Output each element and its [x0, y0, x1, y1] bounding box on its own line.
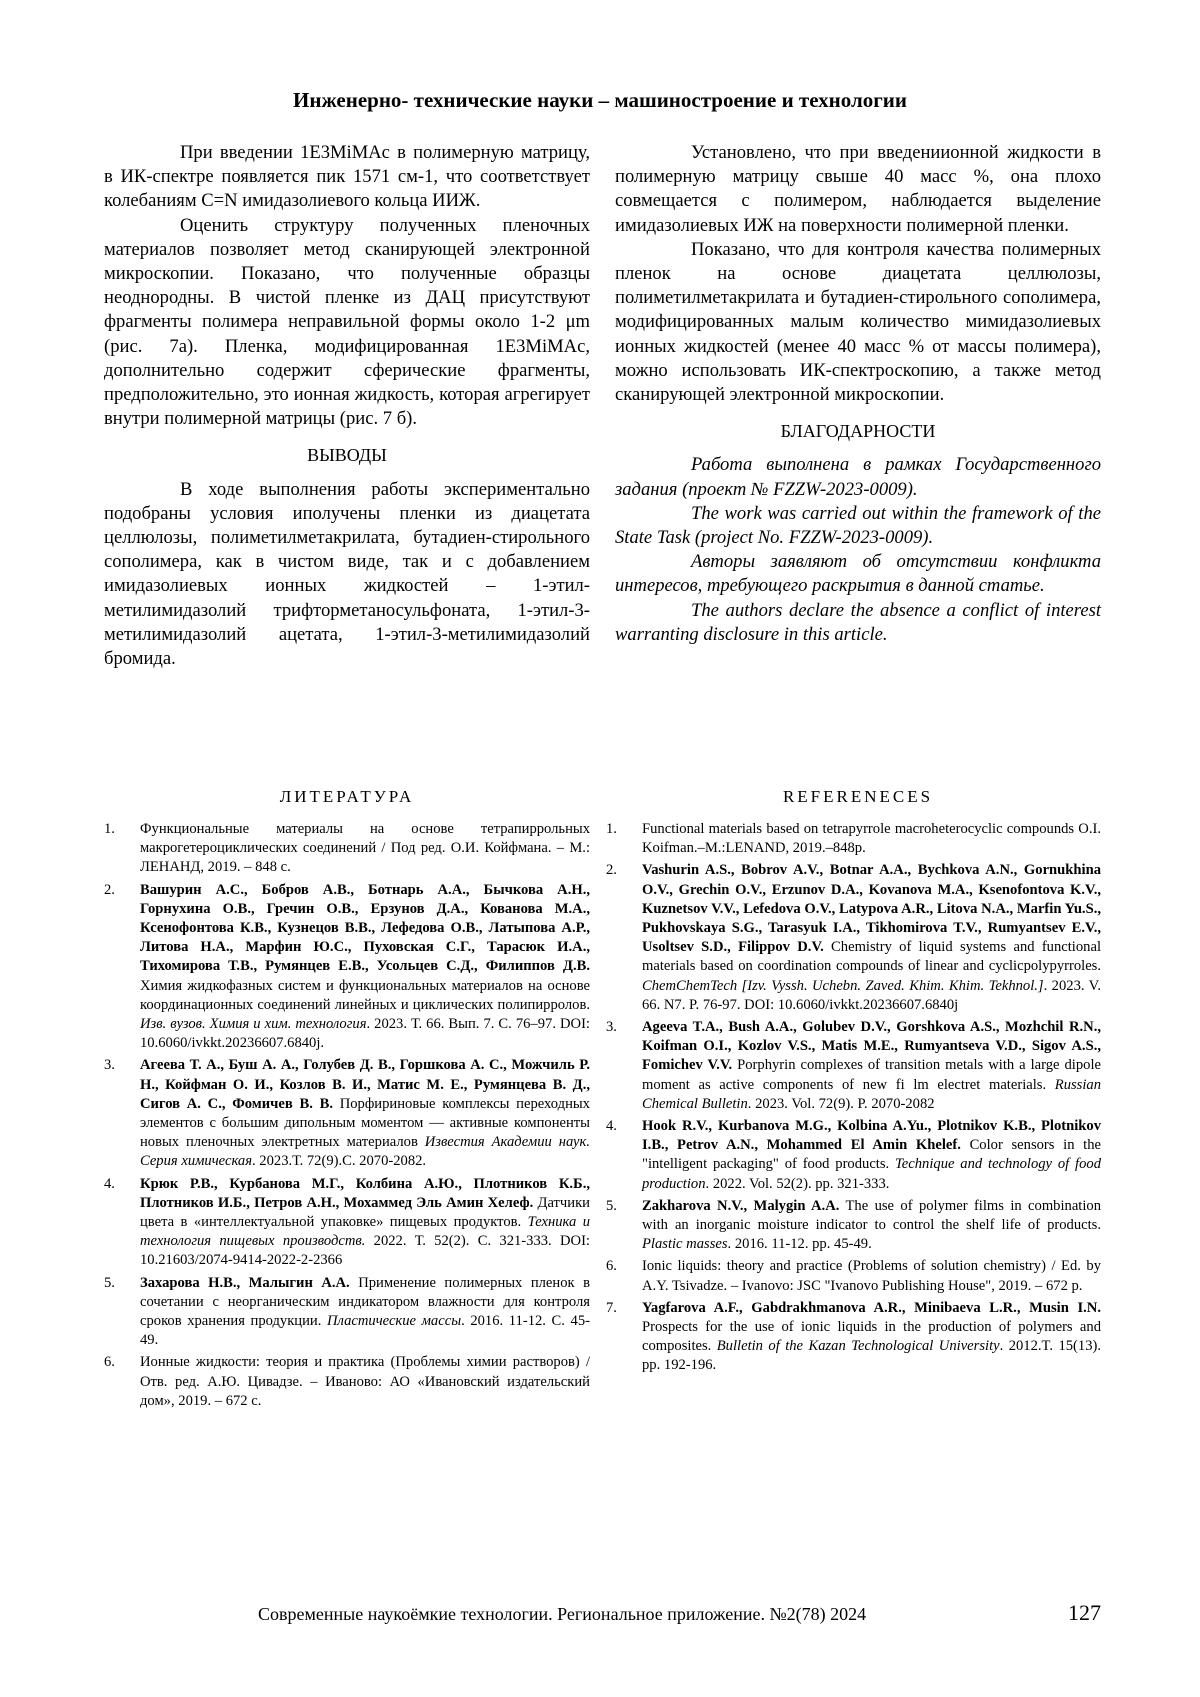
reference-item [606, 1257, 1101, 1295]
references-ru-list [104, 820, 590, 1414]
reference-journal: Bulletin of the Kazan Technological University [716, 1338, 1000, 1355]
reference-title: Ионные жидкости: теория и практика (Проблемы химии растворов) / Отв. ред. А.Ю. Цивадзе. – Иваново: АО «Ивановский издательский дом», 2019. – 672 с. [140, 1354, 590, 1409]
acknowledgement-text: Авторы заявляют об отсутствии конфликта интересов, требующего раскрытия в данной статье. [615, 551, 1101, 597]
reference-authors: Агеева Т. А., Буш А. А., Голубев Д. В., Горшкова А. С., Можчиль Р. Н., Койфман О. И., Козлов В. И., Матис М. Е., Румянцева В. Д., Сигов А. С., Фомичев В. В. [140, 1057, 590, 1112]
reference-item [606, 1197, 1101, 1255]
reference-text [140, 1056, 590, 1171]
reference-text [642, 820, 1101, 858]
page-number: 127 [1068, 1600, 1101, 1625]
reference-journal: Russian Chemical Bulletin [642, 1076, 1101, 1112]
reference-text [140, 1274, 590, 1351]
acknowledgement-text: Работа выполнена в рамках Государственного задания (проект № FZZW-2023-0009). [615, 454, 1101, 500]
reference-item [606, 1018, 1101, 1114]
reference-number: 6. [606, 1258, 617, 1275]
reference-text [642, 1299, 1101, 1376]
left-column [104, 141, 590, 671]
reference-text [642, 1197, 1101, 1255]
reference-authors: Вашурин А.С., Бобров А.В., Ботнарь А.А., Бычкова А.Н., Горнухина О.В., Гречин О.В., Ерзунов Д.А., Кованова М.А., Ксенофонтова К.В., Кузнецов В.В., Лефедова О.В., Латыпова А.Р., Литова Н.А., Марфин Ю.С., Пуховская С.Г., Тарасюк И.А., Тихомирова Т.В., Румянцев Е.В., Усольцев С.Д., Филиппов Д.В. [140, 881, 590, 975]
reference-tail: . 2023.Т. 72(9).С. 2070-2082. [252, 1153, 427, 1170]
reference-text [642, 1257, 1101, 1295]
reference-title: The use of polymer films in combination with an inorganic moisture indicator to control the shelf life of products. [642, 1197, 1102, 1234]
reference-tail: . 2023. Vol. 72(9). P. 2070-2082 [747, 1095, 935, 1112]
reference-number: 1. [606, 821, 617, 837]
reference-text [642, 861, 1101, 1015]
reference-text [642, 1117, 1101, 1194]
reference-tail: . 2016. 11-12. С. 45-49. [140, 1313, 590, 1349]
body-paragraph: При введении 1E3MiMAc в полимерную матрицу, в ИК-спектре появляется пик 1571 см-1, что соответствует колебаниям C=N имидазолиевого кольца ИИЖ. [104, 142, 590, 212]
acknowledgement-text: The authors declare the absence a conflict of interest warranting disclosure in this article. [615, 599, 1101, 645]
reference-text [642, 1018, 1101, 1114]
reference-title: Color sensors in the "intelligent packaging" of food products. [642, 1137, 1101, 1173]
reference-number: 1. [104, 821, 115, 837]
reference-authors: Крюк Р.В., Курбанова М.Г., Колбина А.Ю., Плотников К.Б., Плотников И.Б., Петров А.Н., Мохаммед Эль Амин Хелеф. [140, 1175, 590, 1211]
conclusions-paragraph: В ходе выполнения работы экспериментально подобраны условия иполучены пленки из диацетата целлюлозы, полиметилметакрилата, бутадиен-стирольного сополимера, как в чистом виде, так и с добавлением имидазолиевых ионных жидкостей – 1-этил-метилимидазолий трифторметаносульфоната, 1-этил-3-метилимидазолий ацетата, 1-этил-3-метилимидазолий бромида. [104, 478, 590, 670]
reference-text [140, 881, 590, 1054]
acknowledgement-text: The work was carried out within the framework of the State Task (project No. FZZW-2023-0009). [615, 502, 1101, 549]
reference-title: Химия жидкофазных систем и функциональных материалов на основе координационных соединений линейных и циклических полипирролов. [140, 977, 590, 1013]
reference-text [140, 1175, 590, 1271]
reference-tail: 2022. Т. 52(2). С. 321-333. DOI: 10.21603/2074-9414-2022-2-2366 [140, 1233, 590, 1269]
reference-tail: . 2023. V. 66. N7. P. 76-97. DOI: 10.6060/ivkkt.20236607.6840j [642, 977, 1101, 1013]
reference-number: 5. [104, 1274, 115, 1291]
body-paragraph: Показано, что для контроля качества полимерных пленок на основе диацетата целлюлозы, полиметилметакрилата и бутадиен-стирольного сополимера, модифицированных малым количество мимидазолиевых ионных жидкостей (менее 40 масс % от массы полимера), можно использовать ИК-спектроскопию, а также метод сканирующей электронной микроскопии. [615, 238, 1101, 406]
reference-tail: . 2012.T. 15(13). pp. 192-196. [642, 1338, 1102, 1374]
reference-text [140, 1353, 590, 1411]
reference-journal: Известия Академии наук. Серия химическая [140, 1134, 590, 1170]
references-en-list [606, 820, 1101, 1379]
reference-number: 2. [606, 862, 617, 879]
reference-title: Порфириновые комплексы переходных элементов с большим дипольным моментом — активные компоненты новых пленочных электретных материалов [140, 1095, 590, 1151]
reference-number: 4. [606, 1118, 617, 1135]
reference-journal: Техника и технология пищевых производств. [140, 1214, 590, 1250]
reference-journal: Plastic masses [642, 1236, 728, 1253]
reference-authors: Захарова Н.В., Малыгин А.А. [140, 1274, 350, 1291]
reference-item [606, 1117, 1101, 1194]
references-ru-heading: ЛИТЕРАТУРА [279, 787, 415, 806]
reference-item [606, 1299, 1101, 1376]
reference-text [140, 820, 590, 878]
reference-title: Porphyrin complexes of transition metals with a large dipole moment as active components of new fi lm electret materials. [642, 1057, 1101, 1093]
reference-title: Functional materials based on tetrapyrrole macroheterocyclic compounds O.I. Koifman.–M.:LENAND, 2019.–848p. [642, 821, 1101, 857]
body-paragraph: Оценить структуру полученных пленочных материалов позволяет метод сканирующей электронной микроскопии. Показано, что полученные образцы неоднородны. В чистой пленке из ДАЦ присутствуют фрагменты полимера неправильной формы около 1-2 μm (рис. 7а). Пленка, модифицированная 1E3MiMAc, дополнительно содержит сферические фрагменты, предположительно, это ионная жидкость, которая агрегирует внутри полимерной матрицы (рис. 7 б). [104, 214, 590, 430]
reference-number: 3. [104, 1057, 115, 1074]
reference-journal: ChemChemTech [Izv. Vyssh. Uchebn. Zaved. Khim. Khim. Tekhnol.] [642, 977, 1044, 994]
reference-tail: . 2022. Vol. 52(2). pp. 321-333. [705, 1175, 890, 1192]
body-paragraph: Установлено, что при введениионной жидкости в полимерную матрицу свыше 40 масс %, она плохо совмещается с полимером, наблюдается выделение имидазолиевых ИЖ на поверхности полимерной пленки. [615, 142, 1101, 236]
reference-item [104, 1353, 590, 1411]
conclusions-heading: ВЫВОДЫ [307, 445, 387, 466]
journal-name: Современные наукоёмкие технологии. Региональное приложение. №2(78) 2024 [258, 1604, 867, 1624]
reference-number: 4. [104, 1175, 115, 1192]
reference-number: 5. [606, 1197, 617, 1214]
reference-title: Применение полимерных пленок в сочетании с неорганическим индикатором влажности для контроля сроков хранения продукции. [140, 1274, 590, 1330]
reference-authors: Yagfarova A.F., Gabdrakhmanova A.R., Minibaeva L.R., Musin I.N. [642, 1299, 1101, 1316]
reference-title: Функциональные материалы на основе тетрапиррольных макрогетероциклических соединений / Под ред. О.И. Койфмана. – М.: ЛЕНАНД, 2019. – 848 с. [140, 821, 590, 876]
reference-number: 3. [606, 1019, 617, 1036]
reference-journal: Изв. вузов. Химия и хим. технология [140, 1016, 367, 1033]
reference-item [104, 1274, 590, 1351]
reference-number: 2. [104, 881, 115, 898]
reference-title: Prospects for the use of ionic liquids in the production of polymers and composites. [642, 1319, 1101, 1355]
reference-authors: Vashurin A.S., Bobrov A.V., Botnar A.A., Bychkova A.N., Gornukhina O.V., Grechin O.V., Erzunov D.A., Kovanova M.A., Ksenofontova K.V., Kuznetsov V.V., Lefedova O.V., Latypova A.R., Litova N.A., Marfin Yu.S., Pukhovskaya S.G., Tarasyuk I.A., Tikhomirova T.V., Rumyantsev E.V., Usoltsev S.D., Filippov D.V. [642, 862, 1101, 956]
reference-title: Датчики цвета в «интеллектуальной упаковке» пищевых продуктов. [140, 1194, 590, 1231]
reference-tail: . 2023. Т. 66. Вып. 7. С. 76–97. DOI: 10.6060/ivkkt.20236607.6840j. [140, 1016, 590, 1052]
reference-journal: Technique and technology of food production [642, 1156, 1101, 1192]
reference-title: Chemistry of liquid systems and functional materials based on coordination compounds of linear and cyclicpolypyrroles. [642, 939, 1101, 975]
reference-item [104, 881, 590, 1054]
reference-tail: . 2016. 11-12. pp. 45-49. [727, 1236, 872, 1253]
acknowledgements-heading: БЛАГОДАРНОСТИ [780, 421, 936, 442]
running-header: Инженерно- технические науки – машиностроение и технологии [293, 88, 907, 112]
reference-authors: Ageeva T.A., Bush A.A., Golubev D.V., Gorshkova A.S., Mozhchil R.N., Koifman O.I., Kozlov V.S., Matis M.E., Rumyantseva V.D., Sigov A.S., Fomichev V.V. [642, 1019, 1101, 1074]
reference-item [606, 861, 1101, 1015]
references-en-heading: REFERENECES [782, 787, 934, 806]
reference-item [606, 820, 1101, 858]
reference-item [104, 1056, 590, 1171]
reference-number: 7. [606, 1299, 617, 1316]
reference-title: Ionic liquids: theory and practice (Problems of solution chemistry) / Ed. by A.Y. Tsivadze. – Ivanovo: JSC "Ivanovo Publishing House", 2019. – 672 p. [642, 1258, 1101, 1294]
reference-item [104, 1175, 590, 1271]
right-column [615, 141, 1101, 647]
reference-journal: Пластические массы [327, 1313, 462, 1330]
reference-item [104, 820, 590, 878]
reference-number: 6. [104, 1354, 115, 1371]
reference-authors: Hook R.V., Kurbanova M.G., Kolbina A.Yu., Plotnikov K.B., Plotnikov I.B., Petrov A.N., Mohammed El Amin Khelef. [642, 1118, 1101, 1154]
reference-authors: Zakharova N.V., Malygin A.A. [642, 1197, 840, 1214]
